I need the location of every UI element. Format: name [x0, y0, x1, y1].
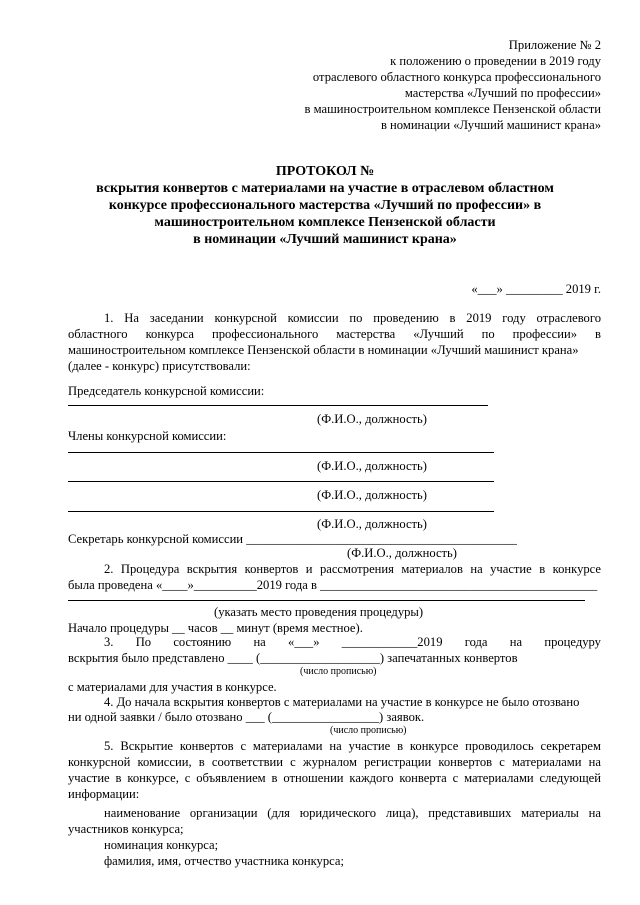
- protocol-subtitle: машиностроительном комплексе Пензенской области: [154, 215, 496, 230]
- section1-line: машиностроительном комплексе Пензенской области в номинации «Лучший машинист крана»: [68, 343, 579, 357]
- fio-hint: (Ф.И.О., должность): [317, 459, 427, 473]
- section3-line: вскрытия было представлено ____ (___________________) запечатанных конвертов: [68, 651, 518, 665]
- section1-line: (далее - конкурс) присутствовали:: [68, 359, 251, 373]
- info-item: фамилия, имя, отчество участника конкурса;: [104, 854, 344, 868]
- fio-hint: (Ф.И.О., должность): [347, 546, 457, 560]
- section3-word: 3.: [104, 635, 114, 649]
- section3-word: «___»: [288, 635, 320, 649]
- section3-word: на: [253, 635, 266, 649]
- appendix-number: Приложение № 2: [508, 38, 601, 52]
- protocol-date: «___» _________ 2019 г.: [471, 282, 601, 296]
- appendix-line: в машиностроительном комплексе Пензенской области: [304, 102, 601, 116]
- chairman-label: Председатель конкурсной комиссии:: [68, 384, 265, 398]
- section5-line: конкурсной комиссии, в соответствии с журналом регистрации конвертов с материалами на: [68, 755, 601, 769]
- section5-line: информации:: [68, 787, 140, 801]
- info-item: номинация конкурса;: [104, 838, 219, 852]
- place-fill-line: [68, 600, 585, 601]
- place-hint: (указать место проведения процедуры): [214, 605, 424, 619]
- protocol-subtitle: конкурсе профессионального мастерства «Лучший по профессии» в: [108, 198, 542, 213]
- chairman-fill-line: [68, 405, 488, 406]
- secretary-label: Секретарь конкурсной комиссии ___________________________________________: [68, 532, 517, 546]
- section1-line: 1. На заседании конкурсной комиссии по проведению в 2019 году отраслевого: [104, 311, 601, 325]
- appendix-line: в номинации «Лучший машинист крана»: [380, 118, 601, 132]
- section3-line: с материалами для участия в конкурсе.: [68, 680, 277, 694]
- section3-word: состоянию: [173, 635, 232, 649]
- section4-line: 4. До начала вскрытия конвертов с материалами на участие в конкурсе не было отозвано: [104, 695, 580, 709]
- info-item: наименование организации (для юридического лица), представивших материалы на: [104, 806, 601, 820]
- member-fill-line: [68, 511, 494, 512]
- section3-word: ____________2019: [341, 635, 443, 649]
- appendix-line: мастерства «Лучший по профессии»: [404, 86, 601, 100]
- procedure-start: Начало процедуры __ часов __ минут (время местное).: [68, 621, 363, 635]
- section3-word: на: [509, 635, 523, 649]
- section3-word: процедуру: [544, 635, 601, 649]
- number-in-words-hint: (число прописью): [330, 725, 407, 736]
- section5-line: участие в конкурсе, с объявлением в отношении каждого конверта с материалами следующей: [68, 771, 601, 785]
- section3-line: [104, 634, 601, 650]
- fio-hint: (Ф.И.О., должность): [317, 517, 427, 531]
- protocol-subtitle: вскрытия конвертов с материалами на участие в отраслевом областном: [96, 181, 554, 196]
- section3-word: По: [135, 635, 152, 649]
- section3-word: года: [464, 635, 488, 649]
- section5-line: 5. Вскрытие конвертов с материалами на участие в конкурсе проводилось секретарем: [104, 739, 601, 753]
- member-fill-line: [68, 452, 494, 453]
- section2-line: была проведена «____»__________2019 года в ____________________________________________: [68, 578, 598, 592]
- section4-line: ни одной заявки / было отозвано ___ (_________________) заявок.: [68, 710, 425, 724]
- appendix-line: к положению о проведении в 2019 году: [390, 54, 601, 68]
- info-item: участников конкурса;: [68, 822, 184, 836]
- protocol-subtitle: в номинации «Лучший машинист крана»: [193, 232, 457, 247]
- fio-hint: (Ф.И.О., должность): [317, 488, 427, 502]
- number-in-words-hint: (число прописью): [300, 666, 377, 677]
- section2-line: 2. Процедура вскрытия конвертов и рассмотрения материалов на участие в конкурсе: [104, 562, 601, 576]
- member-fill-line: [68, 481, 494, 482]
- fio-hint: (Ф.И.О., должность): [317, 412, 427, 426]
- protocol-title: ПРОТОКОЛ №: [275, 164, 375, 179]
- section1-line: областного конкурса профессионального мастерства «Лучший по профессии» в: [68, 327, 601, 341]
- members-label: Члены конкурсной комиссии:: [68, 429, 227, 443]
- appendix-line: отраслевого областного конкурса профессионального: [312, 70, 601, 84]
